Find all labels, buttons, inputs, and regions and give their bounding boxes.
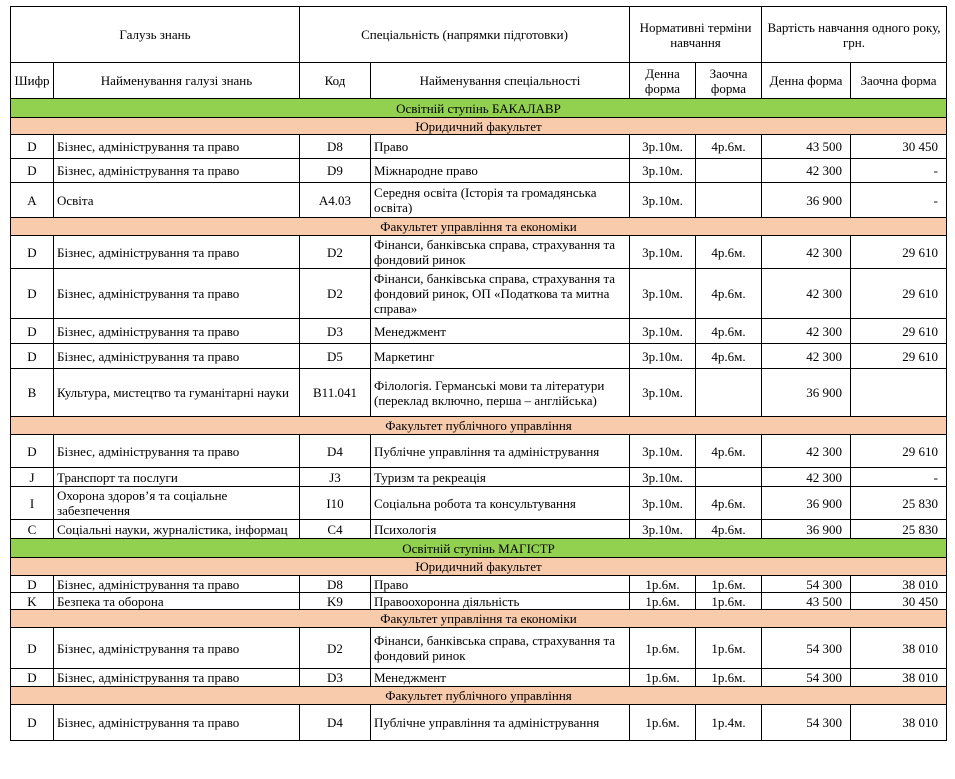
table-row [11, 468, 947, 487]
table-row [11, 487, 947, 520]
cost-day-cell: 43 500 [762, 593, 851, 610]
term-ext-cell: 4р.6м. [696, 269, 762, 319]
term-ext-cell: 1р.4м. [696, 705, 762, 741]
spec-name-cell: Психологія [371, 520, 630, 539]
cost-day-cell: 54 300 [762, 705, 851, 741]
cost-day-cell: 43 500 [762, 135, 851, 159]
term-day-cell: 3р.10м. [630, 344, 696, 369]
header-row-columns [11, 63, 947, 99]
term-day-cell: 3р.10м. [630, 520, 696, 539]
term-ext-cell: 1р.6м. [696, 628, 762, 669]
term-ext-cell: 4р.6м. [696, 487, 762, 520]
term-day-cell: 3р.10м. [630, 468, 696, 487]
term-day-cell: 3р.10м. [630, 135, 696, 159]
field-name-cell: Бізнес, адміністрування та право [54, 236, 300, 269]
cost-day-cell: 36 900 [762, 487, 851, 520]
term-ext-cell: 1р.6м. [696, 576, 762, 593]
term-day-cell: 3р.10м. [630, 159, 696, 183]
spec-name-cell: Фінанси, банківська справа, страхування та фондовий ринок [371, 236, 630, 269]
term-day-cell: 1р.6м. [630, 593, 696, 610]
cost-ext-cell: 30 450 [851, 135, 947, 159]
terms-group-header: Нормативні терміни навчання [630, 7, 762, 63]
term-ext-cell [696, 183, 762, 218]
cipher-cell: D [11, 159, 54, 183]
spec-code-cell: D2 [300, 236, 371, 269]
field-group-header: Галузь знань [11, 7, 300, 63]
cost-ext-cell: - [851, 468, 947, 487]
table-row [11, 520, 947, 539]
cipher-cell: D [11, 344, 54, 369]
cost-day-cell: 42 300 [762, 159, 851, 183]
term-ext-cell: 4р.6м. [696, 319, 762, 344]
cost-ext-cell: 29 610 [851, 319, 947, 344]
term-ext-cell [696, 159, 762, 183]
term-ext-cell: 4р.6м. [696, 520, 762, 539]
term-day-cell: 3р.10м. [630, 487, 696, 520]
spec-code-cell: D9 [300, 159, 371, 183]
header-row-groups [11, 7, 947, 63]
term-day-cell: 1р.6м. [630, 628, 696, 669]
cost-day-cell: 42 300 [762, 344, 851, 369]
term-ext-cell: 4р.6м. [696, 344, 762, 369]
cost-day-cell: 42 300 [762, 319, 851, 344]
term-day-cell: 3р.10м. [630, 435, 696, 468]
cost-ext-cell: 29 610 [851, 344, 947, 369]
field-name-header: Найменування галузі знань [54, 63, 300, 99]
term-day-cell: 3р.10м. [630, 236, 696, 269]
field-name-cell: Культура, мистецтво та гуманітарні науки [54, 369, 300, 417]
cost-day-cell: 36 900 [762, 520, 851, 539]
spec-code-cell: C4 [300, 520, 371, 539]
spec-code-cell: K9 [300, 593, 371, 610]
cipher-cell: D [11, 319, 54, 344]
cipher-cell: A [11, 183, 54, 218]
term-day-cell: 3р.10м. [630, 269, 696, 319]
faculty-row [11, 558, 947, 576]
cost-ext-cell: 38 010 [851, 628, 947, 669]
degree-level-row [11, 99, 947, 118]
table-row [11, 669, 947, 687]
degree-level-label: Освітній ступінь МАГІСТР [11, 539, 947, 558]
field-name-cell: Бізнес, адміністрування та право [54, 705, 300, 741]
cost-ext-cell: 30 450 [851, 593, 947, 610]
cost-day-cell: 54 300 [762, 669, 851, 687]
spec-name-cell: Право [371, 576, 630, 593]
term-ext-cell: 1р.6м. [696, 669, 762, 687]
degree-level-label: Освітній ступінь БАКАЛАВР [11, 99, 947, 118]
table-row [11, 135, 947, 159]
cipher-cell: D [11, 669, 54, 687]
field-name-cell: Бізнес, адміністрування та право [54, 669, 300, 687]
table-row [11, 705, 947, 741]
field-name-cell: Транспорт та послуги [54, 468, 300, 487]
cipher-cell: D [11, 435, 54, 468]
table-row [11, 435, 947, 468]
cipher-cell: I [11, 487, 54, 520]
field-name-cell: Бізнес, адміністрування та право [54, 269, 300, 319]
table-row [11, 576, 947, 593]
spec-code-cell: D3 [300, 669, 371, 687]
field-name-cell: Бізнес, адміністрування та право [54, 576, 300, 593]
term-day-cell: 1р.6м. [630, 576, 696, 593]
spec-code-cell: D3 [300, 319, 371, 344]
faculty-label: Факультет управління та економіки [11, 610, 947, 628]
faculty-label: Факультет публічного управління [11, 417, 947, 435]
spec-code-cell: I10 [300, 487, 371, 520]
cipher-header: Шифр [11, 63, 54, 99]
spec-code-cell: B11.041 [300, 369, 371, 417]
spec-name-cell: Фінанси, банківська справа, страхування та фондовий ринок, ОП «Податкова та митна справа» [371, 269, 630, 319]
term-ext-cell [696, 369, 762, 417]
degree-level-row [11, 539, 947, 558]
cipher-cell: C [11, 520, 54, 539]
spec-name-header: Найменування спеціальності [371, 63, 630, 99]
term-day-cell: 1р.6м. [630, 705, 696, 741]
cost-ext-header: Заочна форма [851, 63, 947, 99]
cost-day-cell: 54 300 [762, 628, 851, 669]
table-row [11, 344, 947, 369]
cipher-cell: D [11, 135, 54, 159]
spec-name-cell: Публічне управління та адміністрування [371, 705, 630, 741]
cost-ext-cell: 38 010 [851, 576, 947, 593]
cost-day-cell: 36 900 [762, 183, 851, 218]
spec-name-cell: Правоохоронна діяльність [371, 593, 630, 610]
cost-ext-cell [851, 369, 947, 417]
spec-name-cell: Середня освіта (Історія та громадянська освіта) [371, 183, 630, 218]
cipher-cell: K [11, 593, 54, 610]
faculty-label: Факультет публічного управління [11, 687, 947, 705]
field-name-cell: Соціальні науки, журналістика, інформац [54, 520, 300, 539]
faculty-row [11, 218, 947, 236]
table-body [11, 99, 947, 741]
cost-ext-cell: 25 830 [851, 520, 947, 539]
table-row [11, 269, 947, 319]
term-day-cell: 3р.10м. [630, 369, 696, 417]
spec-code-cell: D5 [300, 344, 371, 369]
field-name-cell: Бізнес, адміністрування та право [54, 319, 300, 344]
cipher-cell: D [11, 628, 54, 669]
table-row [11, 628, 947, 669]
term-ext-cell: 4р.6м. [696, 435, 762, 468]
spec-name-cell: Публічне управління та адміністрування [371, 435, 630, 468]
cipher-cell: B [11, 369, 54, 417]
spec-name-cell: Фінанси, банківська справа, страхування та фондовий ринок [371, 628, 630, 669]
spec-code-cell: J3 [300, 468, 371, 487]
cost-group-header: Вартість навчання одного року, грн. [762, 7, 947, 63]
field-name-cell: Безпека та оборона [54, 593, 300, 610]
term-ext-cell: 4р.6м. [696, 236, 762, 269]
term-ext-cell [696, 468, 762, 487]
cost-ext-cell: 29 610 [851, 269, 947, 319]
cost-ext-cell: 29 610 [851, 435, 947, 468]
cost-day-cell: 42 300 [762, 468, 851, 487]
cost-day-header: Денна форма [762, 63, 851, 99]
cost-ext-cell: 25 830 [851, 487, 947, 520]
spec-code-cell: D2 [300, 269, 371, 319]
faculty-label: Юридичний факультет [11, 558, 947, 576]
field-name-cell: Бізнес, адміністрування та право [54, 344, 300, 369]
spec-code-cell: D4 [300, 435, 371, 468]
term-ext-cell: 4р.6м. [696, 135, 762, 159]
specialty-group-header: Спеціальність (напрямки підготовки) [300, 7, 630, 63]
term-day-cell: 3р.10м. [630, 183, 696, 218]
cost-ext-cell: 38 010 [851, 669, 947, 687]
cost-ext-cell: 29 610 [851, 236, 947, 269]
spec-code-cell: D8 [300, 576, 371, 593]
spec-code-cell: D4 [300, 705, 371, 741]
faculty-row [11, 687, 947, 705]
faculty-label: Факультет управління та економіки [11, 218, 947, 236]
spec-code-cell: A4.03 [300, 183, 371, 218]
spec-name-cell: Маркетинг [371, 344, 630, 369]
table-row [11, 236, 947, 269]
faculty-row [11, 610, 947, 628]
cost-ext-cell: - [851, 159, 947, 183]
spec-code-cell: D8 [300, 135, 371, 159]
spec-name-cell: Соціальна робота та консультування [371, 487, 630, 520]
cipher-cell: J [11, 468, 54, 487]
faculty-row [11, 417, 947, 435]
cost-day-cell: 42 300 [762, 435, 851, 468]
spec-code-cell: D2 [300, 628, 371, 669]
table-row [11, 159, 947, 183]
table-row [11, 369, 947, 417]
cost-day-cell: 42 300 [762, 236, 851, 269]
faculty-row [11, 118, 947, 135]
cipher-cell: D [11, 236, 54, 269]
spec-name-cell: Право [371, 135, 630, 159]
spec-name-cell: Менеджмент [371, 319, 630, 344]
cipher-cell: D [11, 576, 54, 593]
cost-day-cell: 54 300 [762, 576, 851, 593]
term-day-cell: 1р.6м. [630, 669, 696, 687]
table-row [11, 183, 947, 218]
tuition-table [10, 6, 947, 741]
field-name-cell: Освіта [54, 183, 300, 218]
table-row [11, 319, 947, 344]
term-day-header: Денна форма [630, 63, 696, 99]
cost-ext-cell: 38 010 [851, 705, 947, 741]
spec-code-header: Код [300, 63, 371, 99]
term-ext-header: Заочна форма [696, 63, 762, 99]
cost-day-cell: 36 900 [762, 369, 851, 417]
field-name-cell: Бізнес, адміністрування та право [54, 628, 300, 669]
field-name-cell: Охорона здоров’я та соціальне забезпечення [54, 487, 300, 520]
cost-ext-cell: - [851, 183, 947, 218]
cipher-cell: D [11, 705, 54, 741]
field-name-cell: Бізнес, адміністрування та право [54, 435, 300, 468]
spec-name-cell: Філологія. Германські мови та літератури (переклад включно, перша – англійська) [371, 369, 630, 417]
field-name-cell: Бізнес, адміністрування та право [54, 135, 300, 159]
spec-name-cell: Туризм та рекреація [371, 468, 630, 487]
cost-day-cell: 42 300 [762, 269, 851, 319]
table-row [11, 593, 947, 610]
term-ext-cell: 1р.6м. [696, 593, 762, 610]
term-day-cell: 3р.10м. [630, 319, 696, 344]
cipher-cell: D [11, 269, 54, 319]
field-name-cell: Бізнес, адміністрування та право [54, 159, 300, 183]
spec-name-cell: Менеджмент [371, 669, 630, 687]
spec-name-cell: Міжнародне право [371, 159, 630, 183]
faculty-label: Юридичний факультет [11, 118, 947, 135]
